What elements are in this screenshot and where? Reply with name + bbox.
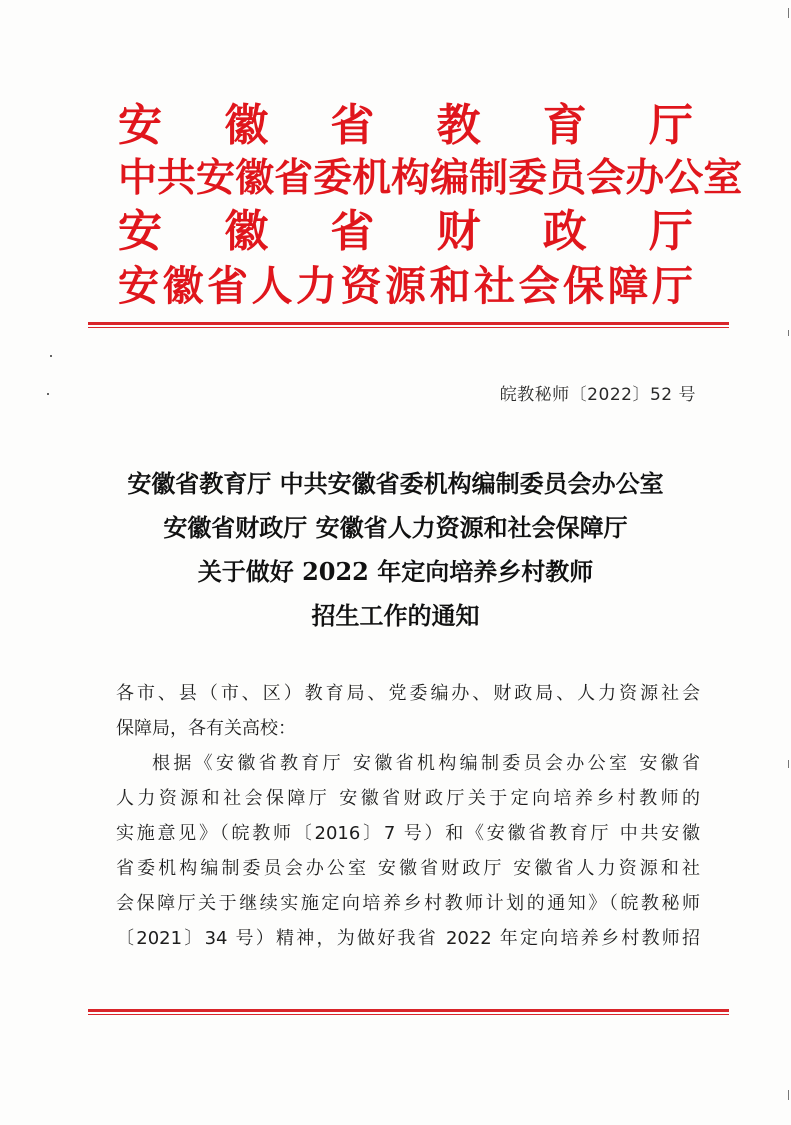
letterhead-char: 委 <box>313 155 353 201</box>
letterhead-char: 教 <box>436 100 481 151</box>
body-line: 省委机构编制委员会办公室 安徽省财政厅 安徽省人力资源和社 <box>116 858 700 879</box>
letterhead-char: 制 <box>469 155 509 201</box>
notice-body <box>116 676 700 956</box>
letterhead-rule-thick <box>88 322 729 325</box>
body-line: 各市、县（市、区）教育局、党委编办、财政局、人力资源社会 <box>116 683 700 704</box>
title-line-2: 安徽省财政厅 安徽省人力资源和社会保障厅 <box>163 513 628 542</box>
letterhead-char: 育 <box>542 100 587 151</box>
body-line: 根据《安徽省教育厅 安徽省机构编制委员会办公室 安徽省 <box>152 753 700 774</box>
letterhead-char: 省 <box>330 206 375 257</box>
letterhead-rule-thin <box>88 327 729 328</box>
letterhead-line-education-dept <box>118 100 693 152</box>
letterhead-char: 人 <box>251 262 293 310</box>
scan-edge-mark <box>788 8 789 18</box>
letterhead-line-finance-dept <box>118 206 693 258</box>
letterhead-char: 办 <box>625 155 665 201</box>
letterhead-char: 资 <box>340 262 382 310</box>
letterhead-char: 省 <box>207 262 248 310</box>
letterhead-char: 省 <box>330 100 375 151</box>
letterhead-char: 厅 <box>648 100 693 151</box>
title-line-1: 安徽省教育厅 中共安徽省委机构编制委员会办公室 <box>127 469 664 498</box>
body-line: 〔2021〕34 号）精神，为做好我省 2022 年定向培养乡村教师招 <box>116 928 700 949</box>
letterhead-char: 安 <box>118 100 162 151</box>
letterhead-char: 安 <box>118 206 162 257</box>
body-line: 实施意见》（皖教师〔2016〕7 号）和《安徽省教育厅 中共安徽 <box>116 823 700 844</box>
letterhead-char: 公 <box>664 155 704 201</box>
letterhead-char: 财 <box>436 206 481 257</box>
scan-edge-mark <box>788 330 789 336</box>
letterhead-char: 会 <box>518 262 560 310</box>
scan-mark <box>47 393 49 395</box>
letterhead-char: 厅 <box>648 206 693 257</box>
body-line: 会保障厅关于继续实施定向培养乡村教师计划的通知》（皖教秘师 <box>116 893 700 914</box>
title-line-3: 关于做好 2022 年定向培养乡村教师 <box>197 557 594 586</box>
letterhead-line-hr-dept <box>118 260 693 312</box>
letterhead-char: 省 <box>274 155 314 201</box>
letterhead-char: 室 <box>703 155 743 201</box>
letterhead-char: 徽 <box>224 100 269 151</box>
letterhead-char: 力 <box>296 262 337 310</box>
letterhead-char: 构 <box>391 155 431 201</box>
letterhead-line-staffing-office <box>118 152 743 204</box>
letterhead-char: 安 <box>118 262 159 310</box>
scan-edge-mark <box>788 760 789 768</box>
letterhead-char: 编 <box>430 155 470 201</box>
letterhead-char: 障 <box>607 262 649 310</box>
body-line: 保障局，各有关高校： <box>116 718 296 739</box>
letterhead-char: 徽 <box>224 206 269 257</box>
letterhead-char: 保 <box>563 262 604 310</box>
letterhead-char: 委 <box>508 155 548 201</box>
letterhead-char: 中 <box>118 155 158 201</box>
scan-edge-mark <box>788 1090 789 1100</box>
letterhead-char: 厅 <box>652 262 693 310</box>
letterhead-char: 共 <box>157 155 197 201</box>
letterhead-char: 会 <box>586 155 626 201</box>
letterhead-char: 源 <box>385 262 426 310</box>
letterhead-char: 员 <box>547 155 587 201</box>
document-number: 皖教秘师〔2022〕52 号 <box>499 385 696 405</box>
body-line: 人力资源和社会保障厅 安徽省财政厅关于定向培养乡村教师的 <box>116 788 700 809</box>
letterhead-char: 机 <box>352 155 392 201</box>
title-line-4: 招生工作的通知 <box>311 601 480 630</box>
letterhead-char: 社 <box>474 262 515 310</box>
scan-mark <box>50 355 52 357</box>
letterhead-char: 徽 <box>235 155 275 201</box>
footer-rule-thick <box>88 1009 729 1012</box>
letterhead-char: 安 <box>196 155 236 201</box>
letterhead-char: 和 <box>429 262 471 310</box>
letterhead-char: 徽 <box>162 262 204 310</box>
letterhead-char: 政 <box>542 206 587 257</box>
footer-rule-thin <box>88 1014 729 1015</box>
